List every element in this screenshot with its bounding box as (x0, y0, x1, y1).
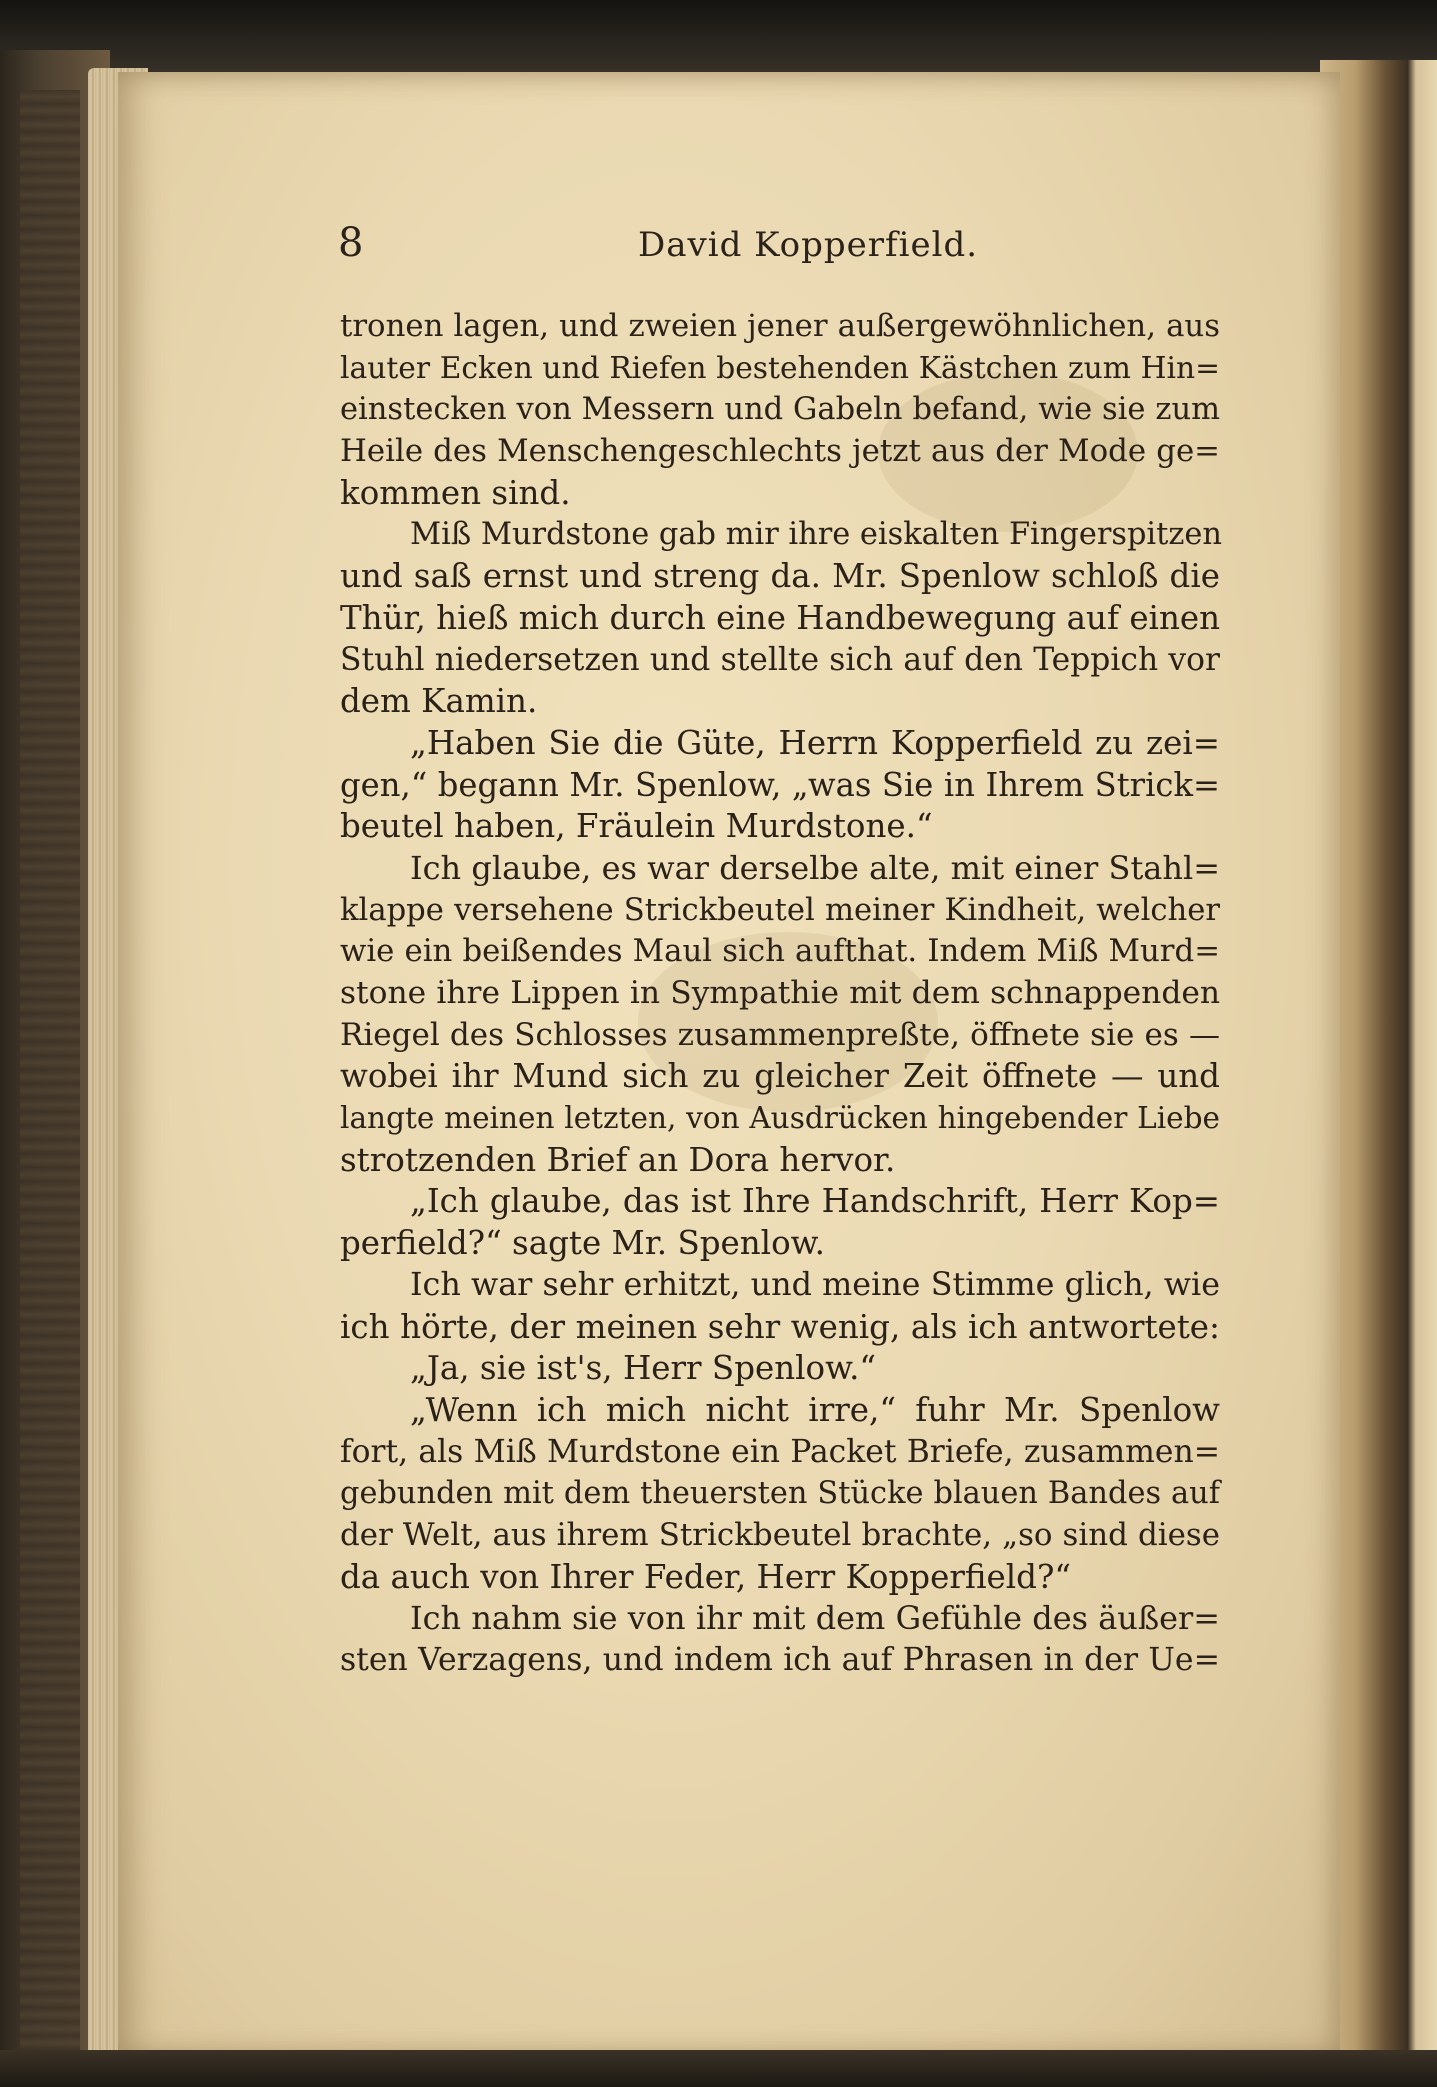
text-line: da auch von Ihrer Feder, Herr Kopperfield?“ (340, 1557, 1072, 1596)
text-line: gen,“ begann Mr. Spenlow, „was Sie in Ihrem Strick= (340, 765, 1220, 804)
text-line: fort, als Miß Murdstone ein Packet Briefe, zusammen= (340, 1433, 1220, 1470)
text-line: „Ja, sie ist's, Herr Spenlow.“ (410, 1349, 877, 1388)
text-line: ich hörte, der meinen sehr wenig, als ich antwortete: (340, 1307, 1220, 1346)
text-line: wobei ihr Mund sich zu gleicher Zeit öffnete — und (340, 1057, 1220, 1096)
text-line: tronen lagen, und zweien jener außergewöhnlichen, aus (340, 308, 1220, 344)
text-line: der Welt, aus ihrem Strickbeutel brachte, „so sind diese (340, 1516, 1220, 1553)
body-text (340, 306, 1220, 1682)
book-cover-bottom (0, 2050, 1437, 2087)
text-line: wie ein beißendes Maul sich aufthat. Indem Miß Murd= (340, 933, 1220, 970)
text-line: Miß Murdstone gab mir ihre eiskalten Fingerspitzen (410, 517, 1222, 553)
text-line: einstecken von Messern und Gabeln befand, wie sie zum (340, 392, 1220, 428)
text-line: „Haben Sie die Güte, Herrn Kopperfield zu zei= (410, 723, 1220, 762)
book-cover-top (0, 0, 1437, 80)
cover-board-texture (20, 90, 80, 2070)
text-line: „Wenn ich mich nicht irre,“ fuhr Mr. Spenlow (410, 1390, 1220, 1429)
text-line: Ich war sehr erhitzt, und meine Stimme glich, wie (410, 1266, 1220, 1303)
text-line: strotzenden Brief an Dora hervor. (340, 1140, 896, 1179)
text-line: dem Kamin. (340, 682, 538, 721)
text-line: klappe versehene Strickbeutel meiner Kindheit, welcher (340, 892, 1220, 928)
running-title: David Kopperfield. (638, 225, 979, 265)
text-line: langte meinen letzten, von Ausdrücken hingebender Liebe (340, 1101, 1220, 1136)
text-line: sten Verzagens, und indem ich auf Phrasen in der Ue= (340, 1642, 1220, 1678)
text-line: Thür, hieß mich durch eine Handbewegung auf einen (340, 598, 1221, 637)
text-line: gebunden mit dem theuersten Stücke blauen Bandes auf (340, 1476, 1220, 1512)
text-line: beutel haben, Fräulein Murdstone.“ (340, 807, 933, 846)
text-line: Riegel des Schlosses zusammenpreßte, öffnete sie es — (340, 1016, 1220, 1053)
text-line: stone ihre Lippen in Sympathie mit dem schnappenden (340, 975, 1220, 1011)
text-line: Heile des Menschengeschlechts jetzt aus der Mode ge= (340, 433, 1220, 470)
text-line: Ich nahm sie von ihr mit dem Gefühle des äußer= (410, 1599, 1220, 1638)
text-line: „Ich glaube, das ist Ihre Handschrift, Herr Kop= (410, 1182, 1220, 1221)
text-line: und saß ernst und streng da. Mr. Spenlow schloß die (340, 557, 1220, 596)
text-line: Stuhl niedersetzen und stellte sich auf den Teppich vor (340, 641, 1220, 678)
text-line: kommen sind. (340, 473, 571, 512)
text-line: perfield?“ sagte Mr. Spenlow. (340, 1224, 825, 1263)
text-line: lauter Ecken und Riefen bestehenden Kästchen zum Hin= (340, 350, 1220, 386)
page-number: 8 (338, 220, 364, 266)
page-header (338, 218, 1218, 268)
text-line: Ich glaube, es war derselbe alte, mit einer Stahl= (410, 848, 1220, 887)
